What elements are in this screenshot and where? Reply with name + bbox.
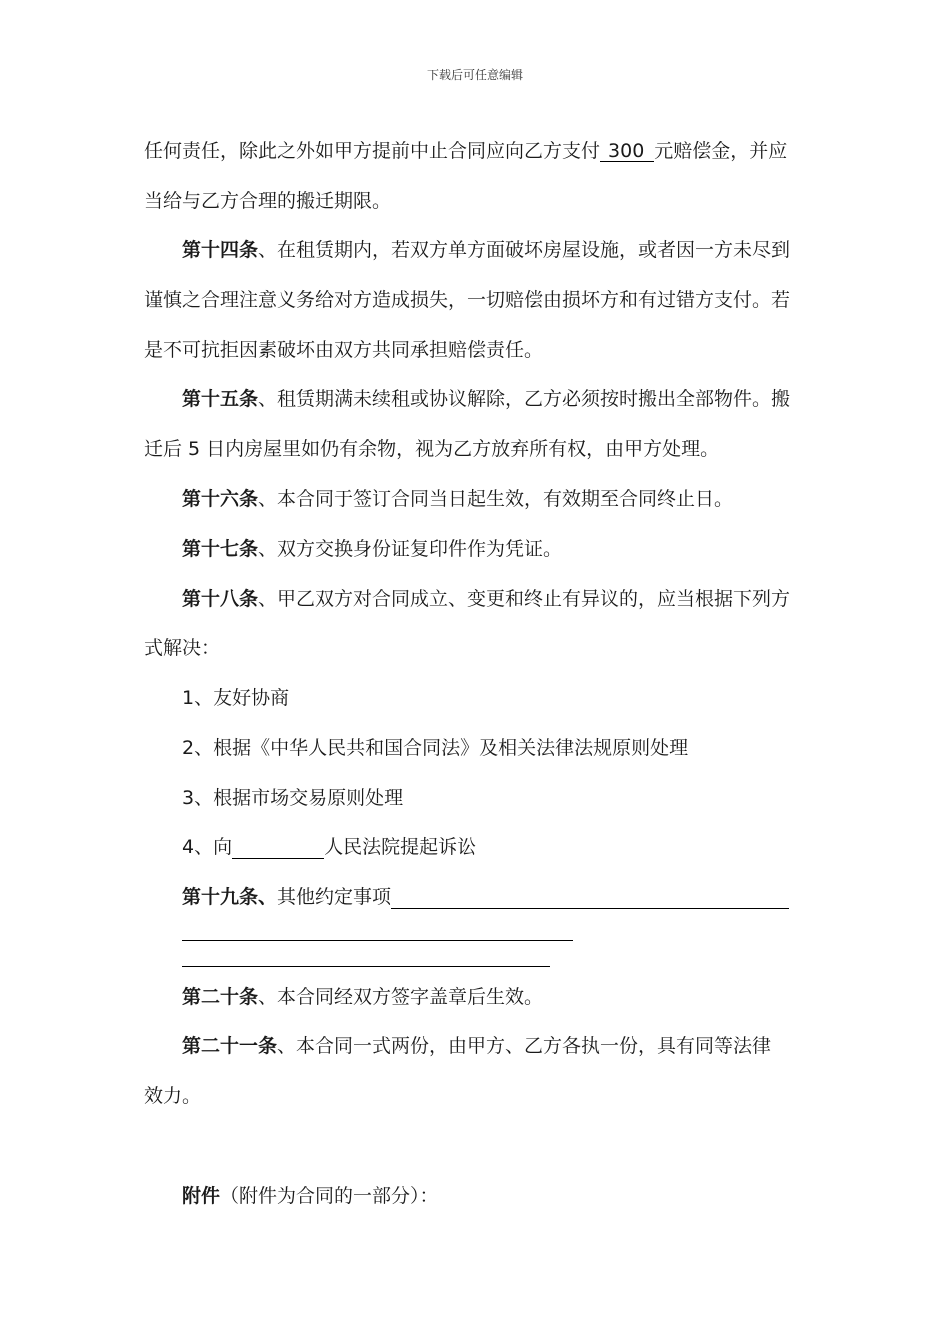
clause-15-line-1 [182,387,790,411]
clause-16-title: 第十六条 [182,488,259,510]
clause-21-title: 第二十一条 [182,1035,278,1057]
blank-line [182,940,573,941]
clause-16-text: 、本合同于签订合同当日起生效，有效期至合同终止日。 [258,488,734,510]
clause-18-title: 第十八条 [182,588,259,610]
clause-19-line-1 [182,885,789,909]
compensation-amount: 300 [600,141,654,162]
clause-15-text: 、租赁期满未续租或协议解除，乙方必须按时搬出全部物件。搬 [258,388,791,410]
clause-13-line-1 [144,139,787,163]
clause-14-line-3: 是不可抗拒因素破坏由双方共同承担赔偿责任。 [144,339,544,361]
clause-13-line-2: 当给与乙方合理的搬迁期限。 [144,190,392,212]
clause-17-text: 、双方交换身份证复印件作为凭证。 [258,538,563,560]
clause-17-title: 第十七条 [182,538,259,560]
attachment-title: 附件 [182,1185,221,1207]
other-terms-blank [391,888,789,909]
list-item: 2、根据《中华人民共和国合同法》及相关法律法规原则处理 [182,737,689,759]
clause-13-text-b: 元赔偿金，并应 [654,140,788,162]
list-item: 3、根据市场交易原则处理 [182,787,404,809]
clause-19-text: 其他约定事项 [277,886,392,908]
court-prefix: 4、向 [182,836,233,858]
clause-19-title: 第十九条、 [182,886,278,908]
attachment-text: （附件为合同的一部分）： [220,1185,439,1207]
clause-21-line-2: 效力。 [144,1085,202,1107]
attachment-line [182,1184,439,1208]
clause-21-line-1 [182,1034,771,1058]
page-header: 下载后可任意编辑 [426,68,523,82]
clause-14-title: 第十四条 [182,239,259,261]
clause-16-line-1 [182,487,733,511]
clause-20-title: 第二十条 [182,986,259,1008]
blank-line [182,966,550,967]
clause-18-line-2: 式解决： [144,637,221,659]
clause-14-line-2: 谨慎之合理注意义务给对方造成损失，一切赔偿由损坏方和有过错方支付。若 [144,289,791,311]
clause-13-text-a: 任何责任，除此之外如甲方提前中止合同应向乙方支付 [144,140,601,162]
clause-17-line-1 [182,537,562,561]
list-item: 1、友好协商 [182,687,290,709]
clause-18-line-1 [182,587,790,611]
clause-21-text: 、本合同一式两份，由甲方、乙方各执一份，具有同等法律 [277,1035,772,1057]
clause-14-line-1 [182,238,790,262]
clause-20-text: 、本合同经双方签字盖章后生效。 [258,986,544,1008]
clause-20-line-1 [182,985,543,1009]
clause-15-title: 第十五条 [182,388,259,410]
court-suffix: 人民法院提起诉讼 [324,836,477,858]
clause-18-text: 、甲乙双方对合同成立、变更和终止有异议的，应当根据下列方 [258,588,791,610]
clause-14-text: 、在租赁期内，若双方单方面破坏房屋设施，或者因一方未尽到 [258,239,791,261]
court-blank [232,838,324,859]
clause-15-line-2: 迁后 5 日内房屋里如仍有余物，视为乙方放弃所有权，由甲方处理。 [144,438,720,460]
list-item-court [182,835,476,859]
